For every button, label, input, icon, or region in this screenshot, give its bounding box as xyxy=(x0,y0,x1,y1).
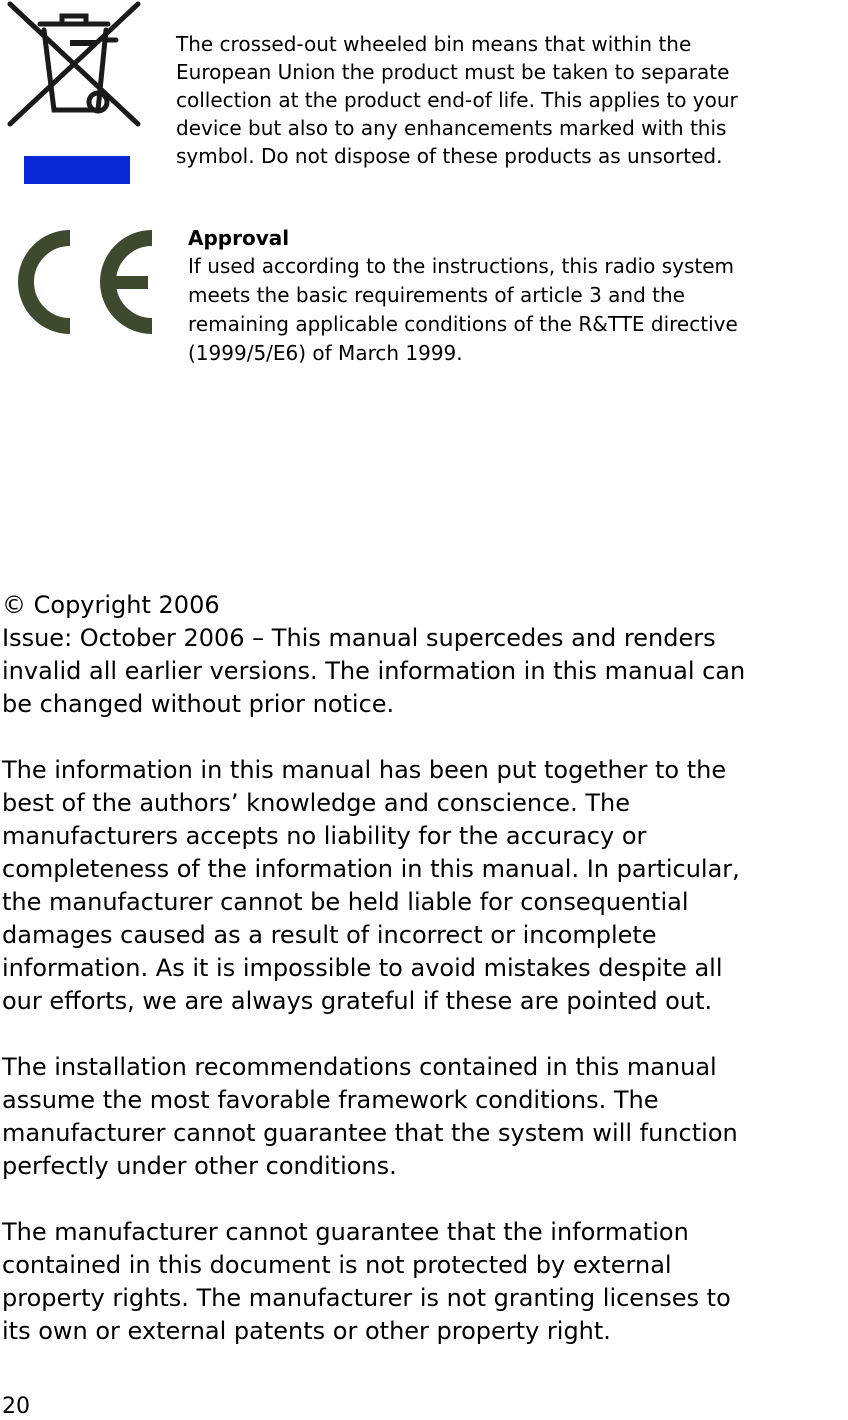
installation-paragraph: The installation recommendations contained in this manual assume the most favorable framework conditions. The manufacturer cannot guarantee that the system will function perfectly under other conditions. xyxy=(2,1053,738,1180)
page-number: 20 xyxy=(2,1394,30,1419)
ce-mark-icon xyxy=(6,226,158,338)
approval-section xyxy=(188,224,848,368)
legal-notice xyxy=(2,589,848,1381)
crossed-out-wheeled-bin-icon xyxy=(4,0,144,186)
weee-notice-text: The crossed-out wheeled bin means that within the European Union the product must be taken to separate collection at the product end-of life. This applies to your device but also to any enhancements marked with this symbol. Do not dispose of these products as unsorted. xyxy=(176,32,738,168)
copyright-paragraph: © Copyright 2006 Issue: October 2006 – This manual supercedes and renders invalid all earlier versions. The information in this manual can be changed without prior notice. xyxy=(2,591,746,718)
weee-bar xyxy=(24,156,130,184)
liability-paragraph: The information in this manual has been put together to the best of the authors’ knowledge and conscience. The manufacturers accepts no liability for the accuracy or completeness of the information in this manual. In particular, the manufacturer cannot be held liable for consequential damages caused as a result of incorrect or incomplete information. As it is impossible to avoid mistakes despite all our efforts, we are always grateful if these are pointed out. xyxy=(2,756,740,1015)
property-rights-paragraph: The manufacturer cannot guarantee that the information contained in this document is not protected by external property rights. The manufacturer is not granting licenses to its own or external patents or other property right. xyxy=(2,1218,731,1345)
approval-text: If used according to the instructions, this radio system meets the basic requirements of article 3 and the remaining applicable conditions of the R&TTE directive (1999/5/E6) of March 1999. xyxy=(188,254,738,365)
approval-title: Approval xyxy=(188,226,290,250)
